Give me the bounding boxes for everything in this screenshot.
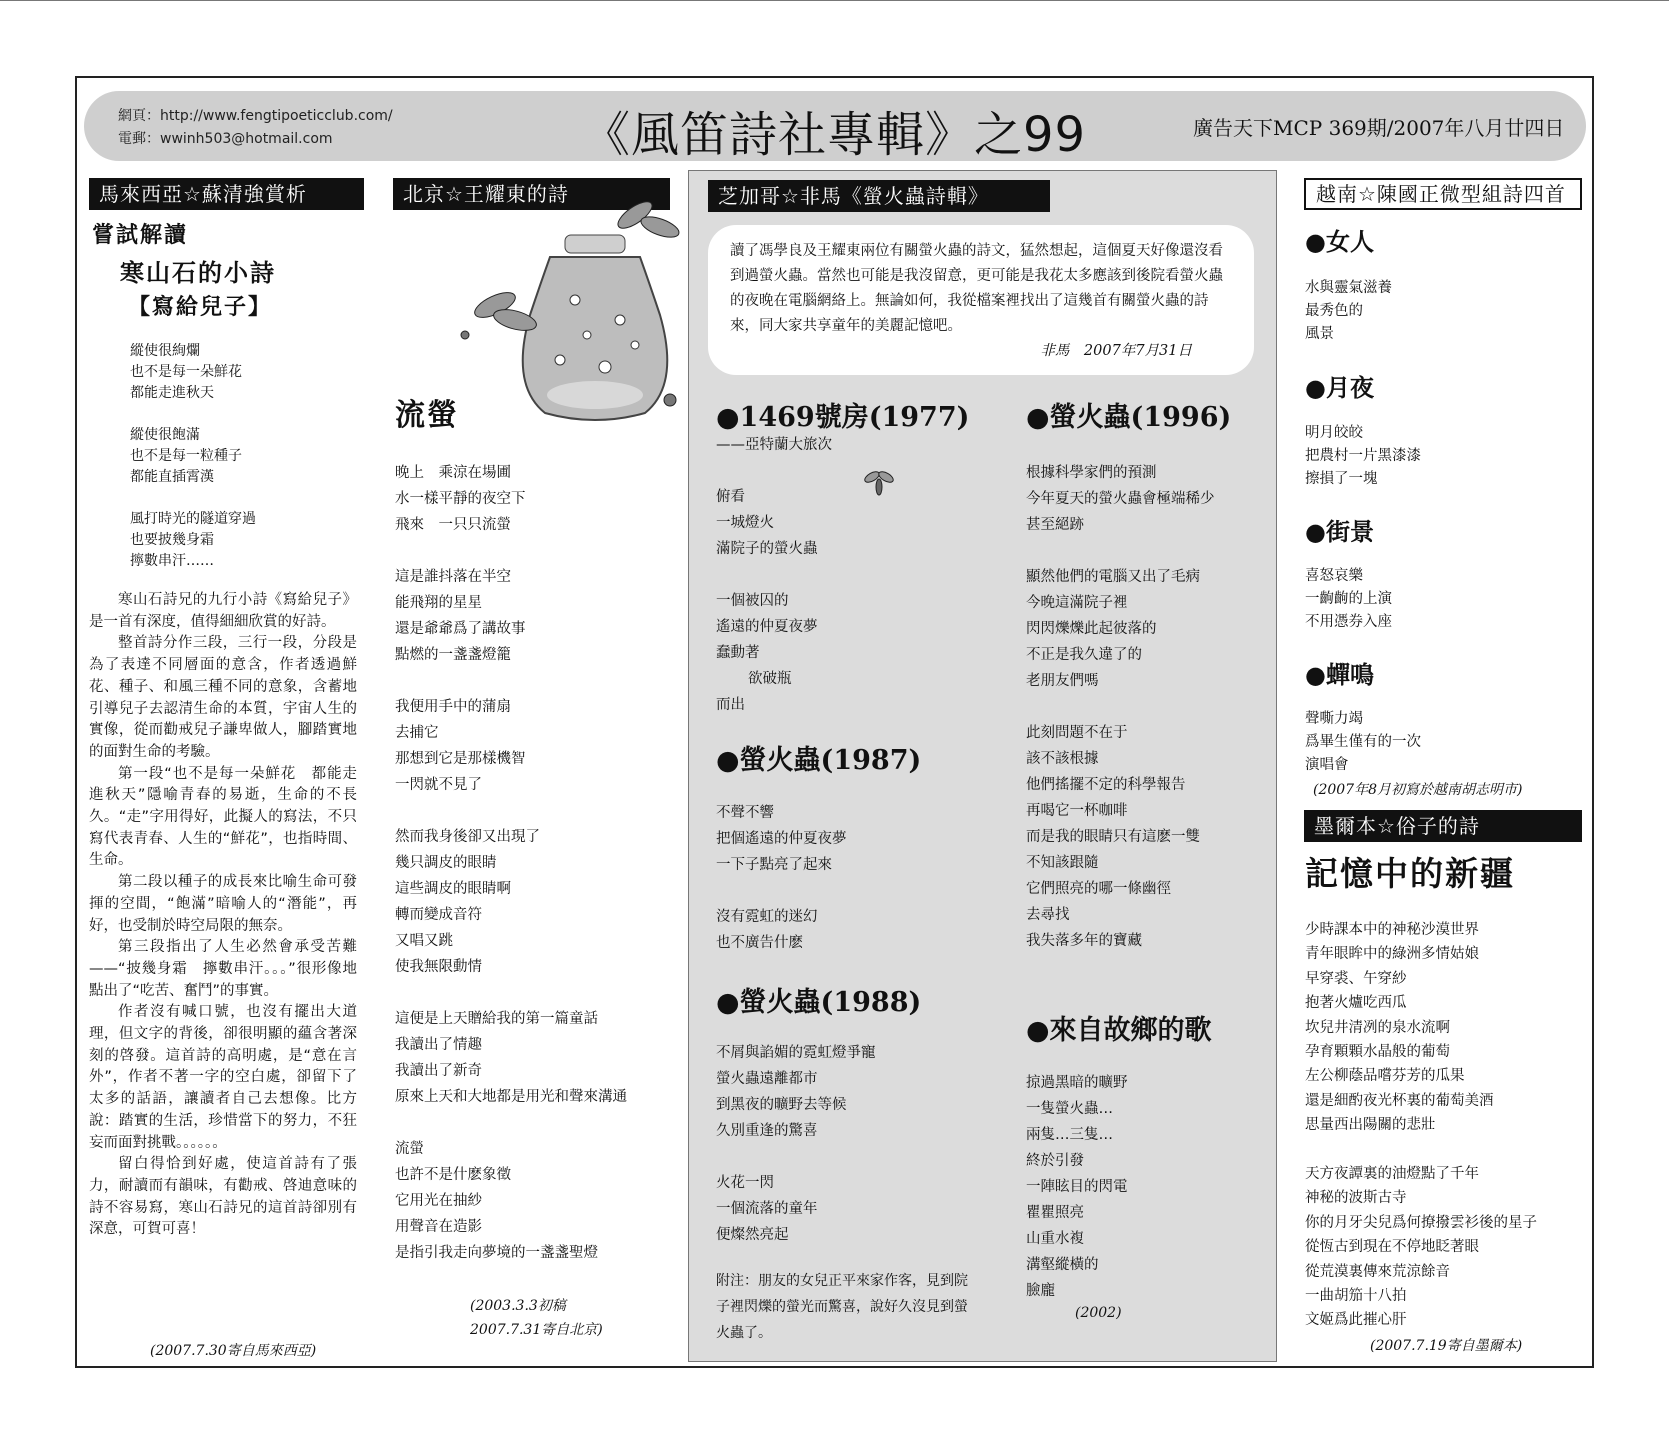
poem-1988 [716, 1040, 876, 1248]
poem-line: 能飛翔的星星 [395, 595, 482, 611]
poem-line: 思量西出陽關的悲壯 [1305, 1117, 1436, 1134]
poem-line: 再喝它一杯咖啡 [1026, 803, 1128, 819]
poem-cicada [1305, 708, 1421, 777]
poem-line: 一個被囚的 [716, 593, 789, 609]
note-text: 附注：朋友的女兒正平來家作客，見到院子裡閃爍的螢光而驚喜，說好久沒見到螢火蟲了。 [716, 1273, 968, 1341]
col2-date-sent: 2007.7.31寄自北京) [470, 1322, 603, 1338]
website-link[interactable]: 網頁：http://www.fengtipoeticclub.com/ [118, 108, 393, 124]
poem-title-cicada: ●蟬鳴 [1305, 660, 1374, 689]
poem-line: 不屑與諂媚的霓虹燈爭寵 [716, 1045, 876, 1061]
poem-line: 螢火蟲遠離都市 [716, 1071, 818, 1087]
poem-line: 把農村一片黑漆漆 [1305, 448, 1421, 464]
col1-kicker: 嘗試解讀 [92, 222, 189, 248]
poem-line: 不正是我久違了的 [1026, 647, 1142, 663]
poem-line: 文姬爲此摧心肝 [1305, 1312, 1407, 1329]
poem-line: 青年眼眸中的綠洲多情姑娘 [1305, 946, 1479, 963]
essay-paragraph: 第一段“也不是每一朵鮮花 都能走進秋天”隱喻青春的易逝，生命的不長久。“走”字用得好，此擬人的寫法，不只寫代表青春、人生的“鮮花”，也指時間、生命。 [89, 765, 357, 869]
poem-1996 [1026, 460, 1215, 954]
poem-line: 根據科學家們的預測 [1026, 465, 1157, 481]
poem-line: 使我無限動情 [395, 959, 482, 975]
poem-title-moonlit-night: ●月夜 [1305, 373, 1374, 402]
poem-line: 也不廣告什麽 [716, 935, 803, 951]
intro-signature: 非馬 2007年7月31日 [1040, 343, 1192, 359]
col1-date: (2007.7.30寄自馬來西亞) [150, 1343, 317, 1359]
poem-line: 終於引發 [1026, 1153, 1084, 1169]
poem-line: 我失落多年的寶藏 [1026, 933, 1142, 949]
page-title: 《風笛詩社專輯》之99 [582, 107, 1087, 163]
col2-date-draft: (2003.3.3初稿 [470, 1298, 566, 1314]
contact-info [118, 105, 393, 151]
poem-line: 晚上 乘涼在場圃 [395, 465, 511, 481]
poem-line: 飛來 一只只流螢 [395, 517, 511, 533]
col1-essay [89, 590, 357, 1241]
col1-poem-title: 寒山石的小詩 [120, 258, 276, 287]
col4-date: (2007年8月初寫於越南胡志明市) [1313, 782, 1523, 798]
poem-line: 去尋找 [1026, 907, 1070, 923]
poem-line: 一下子點亮了起來 [716, 857, 832, 873]
poem-line: 水與靈氣滋養 [1305, 280, 1392, 296]
poem-title-1996: ●螢火蟲(1996) [1026, 402, 1232, 433]
poem-line: 不用憑券入座 [1305, 614, 1392, 630]
firefly-jar-illustration [455, 195, 695, 435]
col1-poem [130, 341, 256, 572]
poem-line: 我便用手中的蒲扇 [395, 699, 511, 715]
top-rule [0, 0, 1669, 1]
poem-line: 一個流落的童年 [716, 1201, 818, 1217]
poem-line: 早穿裘、午穿紗 [1305, 970, 1407, 987]
poem-title-1988: ●螢火蟲(1988) [716, 987, 922, 1018]
poem-moonlit-night [1305, 422, 1421, 491]
col1-poem-subtitle: 【寫給兒子】 [128, 294, 273, 320]
poem-line: 都能直插霄漢 [130, 469, 214, 485]
poem-line: 然而我身後卻又出現了 [395, 829, 540, 845]
poem-title-street-scene: ●街景 [1305, 517, 1374, 546]
poem-line: 一隻螢火蟲… [1026, 1101, 1113, 1117]
issue-info: 廣告天下MCP 369期/2007年八月廿四日 [1193, 116, 1565, 140]
col3-heading: 芝加哥☆非馬《螢火蟲詩輯》 [708, 180, 1050, 212]
essay-paragraph: 留白得恰到好處，使這首詩有了張力，耐讀而有韻味，有勸戒、啓迪意味的詩不容易寫，寒山石詩兄的這首詩卻別有深意，可賀可喜！ [89, 1156, 357, 1238]
poem-line: 轉而變成音符 [395, 907, 482, 923]
poem-line: 兩隻…三隻… [1026, 1127, 1113, 1143]
poem-line: 明月皎皎 [1305, 425, 1363, 441]
poem-line: 去捕它 [395, 725, 439, 741]
poem-line: 是指引我走向夢境的一盞盞聖燈 [395, 1245, 598, 1261]
poem-line: 溝壑縱橫的 [1026, 1257, 1099, 1273]
poem-line: 用聲音在造影 [395, 1219, 482, 1235]
poem-title-hometown-song: ●來自故鄉的歌 [1026, 1015, 1212, 1046]
poem-line: 擰數串汗…… [130, 553, 214, 569]
poem-line: 聲嘶力竭 [1305, 711, 1363, 727]
poem-line: 縱使很飽滿 [130, 427, 200, 443]
poem-line: 一城燈火 [716, 515, 774, 531]
intro-box [708, 225, 1254, 375]
col4-heading: 越南☆陳國正微型組詩四首 [1304, 178, 1582, 210]
poem-line: 坎兒井清冽的泉水流啊 [1305, 1019, 1450, 1036]
col1-heading: 馬來西亞☆蘇清強賞析 [89, 178, 364, 210]
poem-line: 俯看 [716, 489, 745, 505]
email-link[interactable]: 電郵：wwinh503@hotmail.com [118, 131, 333, 147]
poem-line: 閃閃爍爍此起彼落的 [1026, 621, 1157, 637]
poem-hometown-song [1026, 1070, 1128, 1304]
poem-title-1987: ●螢火蟲(1987) [716, 745, 922, 776]
poem-line: 它用光在抽紗 [395, 1193, 482, 1209]
poem-line: 都能走進秋天 [130, 385, 214, 401]
essay-paragraph: 作者沒有喊口號，也沒有擺出大道理，但文字的背後，卻很明顯的蘊含著深刻的啓發。這首詩的高明處，是“意在言外”，作者不著一字的空白處，卻留下了太多的話語，讓讀者自己去想像。比方說：踏實的生活，珍惜當下的努力，不狂妄而面對挑戰。。。。。。 [89, 1004, 357, 1151]
poem-line: 欲破瓶 [748, 671, 792, 687]
poem-line: 一閃就不見了 [395, 777, 482, 793]
poem-line: 蠢動著 [716, 645, 760, 661]
poem-line: 縱使很絢爛 [130, 343, 200, 359]
poem-title-1469: ●1469號房(1977) [716, 402, 970, 433]
poem-line: 把個遙遠的仲夏夜夢 [716, 831, 847, 847]
poem-line: 老朋友們嗎 [1026, 673, 1099, 689]
memory-xinjiang-title: 記憶中的新疆 [1305, 854, 1515, 893]
poem-line: 少時課本中的神秘沙漠世界 [1305, 922, 1479, 938]
poem-line: 一齣齣的上演 [1305, 591, 1392, 607]
poem-line: 這是誰抖落在半空 [395, 569, 511, 585]
col4-date-2: (2007.7.19寄自墨爾本) [1370, 1338, 1523, 1354]
essay-paragraph: 第三段指出了人生必然會承受苦難——“披幾身霜 擰數串汗。。。”很形像地點出了“吃苦、奮鬥”的事實。 [89, 939, 357, 999]
poem-line: 這些調皮的眼睛啊 [395, 881, 511, 897]
poem-line: 也許不是什麽象徵 [395, 1167, 511, 1183]
poem-line: 便燦然亮起 [716, 1227, 789, 1243]
poem-line: 它們照亮的哪一條幽徑 [1026, 881, 1171, 897]
poem-line: 原來上天和大地都是用光和聲來溝通 [395, 1089, 627, 1105]
poem-line: 今晚這滿院子裡 [1026, 595, 1128, 611]
col4-heading-2: 墨爾本☆俗子的詩 [1304, 810, 1582, 842]
col2-heading: 北京☆王耀東的詩 [393, 178, 670, 210]
poem-line: 今年夏天的螢火蟲會極端稀少 [1026, 491, 1215, 507]
poem-line: 那想到它是那樣機智 [395, 751, 526, 767]
poem-line: 也不是每一朵鮮花 [130, 364, 242, 380]
poem-line: 這便是上天贈給我的第一篇童話 [395, 1011, 598, 1027]
memory-xinjiang-poem [1305, 918, 1537, 1333]
poem-line: 也要披幾身霜 [130, 532, 214, 548]
poem-line: 瞿瞿照亮 [1026, 1205, 1084, 1221]
poem-line: 幾只調皮的眼睛 [395, 855, 497, 871]
firefly-icon [862, 463, 896, 503]
poem-line: 不知該跟隨 [1026, 855, 1099, 871]
poem-line: 臉龐 [1026, 1283, 1055, 1299]
poem-line: 此刻問題不在于 [1026, 725, 1128, 741]
poem-line: 一曲胡笳十八拍 [1305, 1288, 1407, 1305]
poem-1987 [716, 800, 847, 956]
poem-line: 風景 [1305, 326, 1334, 342]
poem-line: 久別重逢的驚喜 [716, 1123, 818, 1139]
poem-street-scene [1305, 565, 1392, 634]
poem-line: 點燃的一盞盞燈籠 [395, 647, 511, 663]
poem-line: 甚至絕跡 [1026, 517, 1084, 533]
poem-line: 還是細酌夜光杯裏的葡萄美酒 [1305, 1092, 1494, 1109]
intro-text: 讀了馮學良及王耀東兩位有關螢火蟲的詩文，猛然想起，這個夏天好像還沒看到過螢火蟲。當然也可能是我沒留意，更可能是我花太多應該到後院看螢火蟲的夜晚在電腦網絡上。無論如何，我從檔案裡找出了這幾首有關螢火蟲的詩來，同大家共享童年的美麗記憶吧。 [730, 243, 1223, 334]
poem-line: 不聲不響 [716, 805, 774, 821]
poem-line: 而出 [716, 697, 745, 713]
poem-line: 掠過黑暗的曠野 [1026, 1075, 1128, 1091]
poem-line: 到黑夜的曠野去等候 [716, 1097, 847, 1113]
poem-line: 我讀出了情趣 [395, 1037, 482, 1053]
poem-line: 也不是每一粒種子 [130, 448, 242, 464]
poem-line: 左公柳蔭品嚐芬芳的瓜果 [1305, 1068, 1465, 1085]
poem-line: 該不該根據 [1026, 751, 1099, 767]
poem-line: 流螢 [395, 1141, 424, 1157]
poem-line: 他們搖擺不定的科學報告 [1026, 777, 1186, 793]
poem-line: 水一樣平靜的夜空下 [395, 491, 526, 507]
col2-poem-title: 流螢 [395, 398, 459, 433]
col2-poem [395, 460, 627, 1266]
poem-line: 火花一閃 [716, 1175, 774, 1191]
poem-line: 一陣眩目的閃電 [1026, 1179, 1128, 1195]
poem-line: 演唱會 [1305, 757, 1349, 773]
poem-woman [1305, 277, 1392, 346]
essay-paragraph: 第二段以種子的成長來比喻生命可發揮的空間，“飽滿”暗喻人的“潛能”，再好，也受制於時空局限的無奈。 [89, 874, 357, 934]
essay-paragraph: 整首詩分作三段，三行一段，分段是為了表達不同層面的意含，作者透過鮮花、種子、和風三種不同的意象，含蓄地引導兒子去認清生命的本質，宇宙人生的實像，從而勸戒兒子謙卑做人，腳踏實地的面對生命的考驗。 [89, 635, 357, 760]
poem-line: 喜怒哀樂 [1305, 568, 1363, 584]
poem-line: 遙遠的仲夏夜夢 [716, 619, 818, 635]
poem-line: 沒有霓虹的迷幻 [716, 909, 818, 925]
poem-line: 神秘的波斯古寺 [1305, 1190, 1407, 1207]
essay-paragraph: 寒山石詩兄的九行小詩《寫給兒子》是一首有深度，值得細細欣賞的好詩。 [89, 592, 357, 630]
poem-line: 抱著火爐吃西瓜 [1305, 995, 1407, 1012]
poem-line: 從荒漠裏傳來荒涼餘音 [1305, 1263, 1450, 1280]
poem-line: 我讀出了新奇 [395, 1063, 482, 1079]
poem-line: 風打時光的隧道穿過 [130, 511, 256, 527]
poem-1469 [716, 432, 832, 718]
poem-line: 而是我的眼睛只有這麽一雙 [1026, 829, 1200, 845]
poem-line: ——亞特蘭大旅次 [716, 437, 832, 453]
poem-line: 滿院子的螢火蟲 [716, 541, 818, 557]
poem-title-woman: ●女人 [1305, 227, 1374, 256]
poem-line: 山重水複 [1026, 1231, 1084, 1247]
poem-line: 顯然他們的電腦又出了毛病 [1026, 569, 1200, 585]
poem-line: 又唱又跳 [395, 933, 453, 949]
hometown-song-date: (2002) [1075, 1305, 1122, 1321]
poem-line: 爲畢生僅有的一次 [1305, 734, 1421, 750]
poem-line: 孕育顆顆水晶般的葡萄 [1305, 1044, 1450, 1061]
poem-line: 從恆古到現在不停地眨著眼 [1305, 1239, 1479, 1256]
poem-line: 最秀色的 [1305, 303, 1363, 319]
poem-line: 擦損了一塊 [1305, 471, 1378, 487]
poem-line: 還是爺爺爲了講故事 [395, 621, 526, 637]
poem-line: 天方夜譚裏的油燈點了千年 [1305, 1166, 1479, 1183]
poem-line: 你的月牙尖兒爲何撩撥雲衫後的星子 [1305, 1214, 1537, 1231]
